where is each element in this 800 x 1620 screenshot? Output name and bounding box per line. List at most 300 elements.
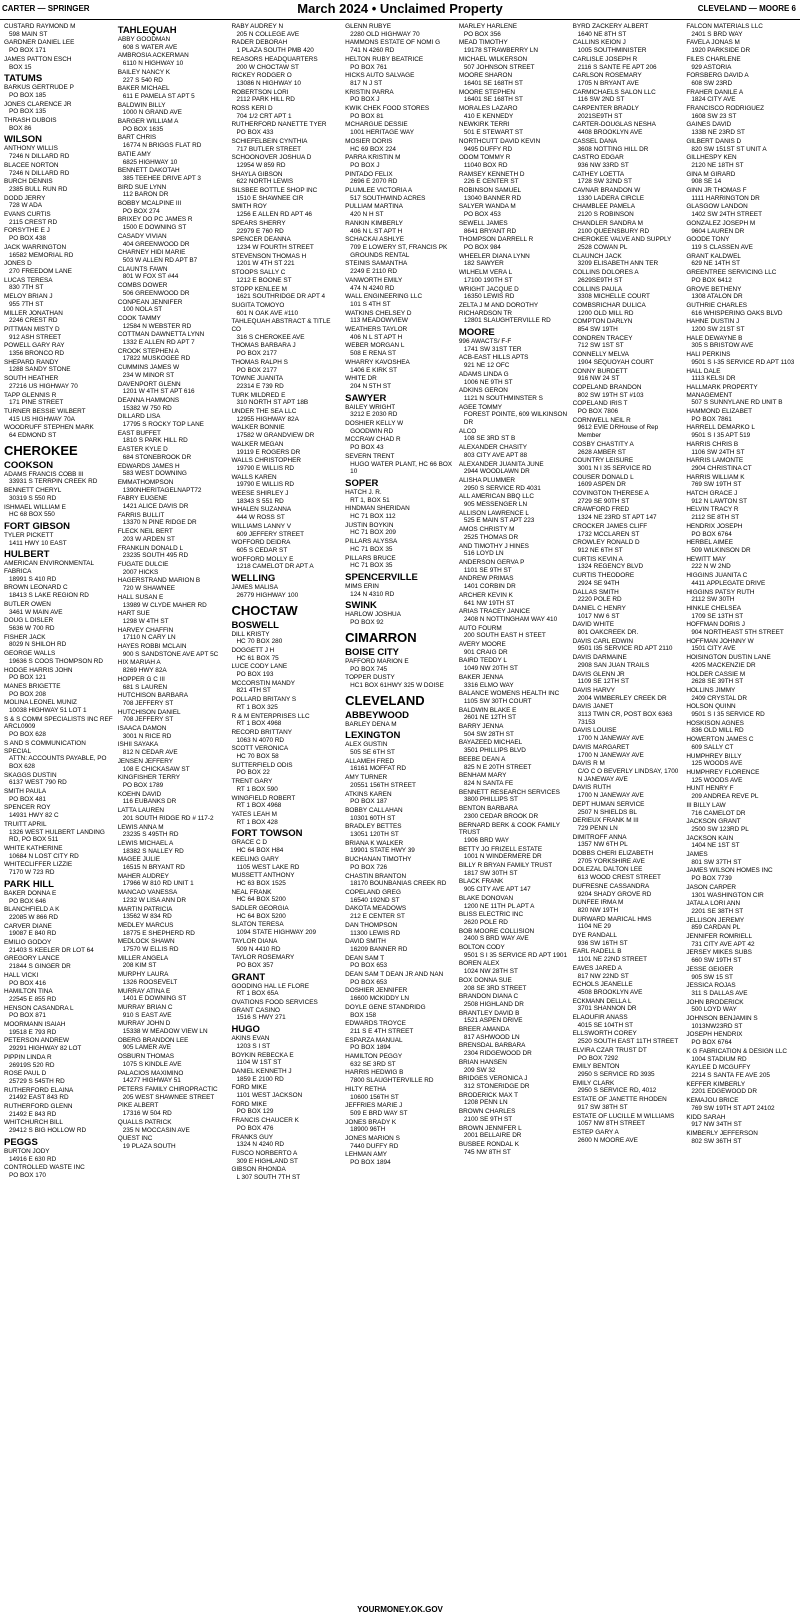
property-listing [686, 105, 796, 120]
property-listing [459, 543, 569, 558]
owner-address: 10684 N LOST CITY RD [9, 852, 79, 860]
property-listing [459, 220, 569, 235]
owner-name: CLAUNCH JACK [572, 252, 622, 260]
owner-address: 1810 S PARK HILL RD [122, 437, 188, 445]
property-listing [118, 200, 228, 215]
property-listing [231, 39, 341, 54]
owner-address: 609 JEFFERY STREET [236, 530, 305, 538]
owner-address: BOX 86 [9, 124, 32, 132]
owner-address: 812 N CEDAR AVE [122, 749, 178, 757]
owner-address: 2100 QUEENSBURY RD [577, 227, 650, 235]
owner-name: SCHACKAI ASHLYE [345, 236, 404, 244]
owner-name: SEVERN TRENT [345, 452, 395, 460]
property-listing [459, 559, 569, 574]
owner-name: HARVEY CHAFFIN [117, 626, 174, 634]
owner-name: HODGE HARRIS JOHN [4, 666, 73, 674]
owner-name: BENNETT DAKOTAH [117, 167, 180, 175]
property-listing [686, 671, 796, 686]
owner-name: AUTO FOURM [458, 624, 502, 632]
owner-address: 908 SE 14 [691, 178, 722, 186]
owner-address: 7440 DUFFY RD [350, 1142, 399, 1150]
owner-address: 1324 NE 23RD ST APT 147 [577, 514, 657, 522]
property-listing [459, 1010, 569, 1025]
owner-address: 1301 WASHINGTON CIR [691, 891, 764, 899]
property-listing [231, 1166, 341, 1181]
owner-name: HALLMARK PROPERTY MANAGEMENT [686, 383, 758, 399]
property-listing [231, 921, 341, 936]
owner-name: PIPPIN LINDA R [4, 1053, 52, 1061]
owner-name: TOPPER DUSTY [345, 674, 395, 682]
owner-address: 2280 OLD HIGHWAY 70 [350, 30, 420, 38]
property-listing [573, 572, 683, 587]
owner-address: 410 E KENNEDY [463, 112, 514, 120]
owner-name: GOODE TONY [686, 236, 730, 244]
property-listing [686, 556, 796, 571]
owner-name: TAPP GLENNIS R [4, 391, 57, 399]
owner-address: 802 SW 19TH ST #103 [577, 391, 644, 399]
owner-address: 415 US HIGHWAY 70A [9, 415, 75, 423]
town-heading: TATUMS [4, 73, 43, 85]
property-listing [231, 506, 341, 521]
owner-address: 10301 60TH ST [350, 814, 396, 822]
owner-address: 20551 156TH STREET [350, 781, 416, 789]
property-listing [118, 479, 228, 494]
owner-name: HATCH J. R. [345, 488, 382, 496]
header-right-range: CLEVELAND — MOORE 6 [697, 4, 796, 13]
owner-name: ISHMAEL WILLIAM E [4, 503, 66, 511]
owner-name: PETERSON ANDREW [4, 1037, 69, 1045]
owner-name: SUTTERFIELD ODIS [231, 761, 293, 769]
owner-address: PO BOX 438 [9, 235, 46, 243]
owner-name: CARMICHAELS SALON LLC [572, 88, 656, 96]
owner-address: 912 N LAWTON ST [691, 497, 748, 505]
owner-address: 817 NW 22ND ST [577, 972, 629, 980]
owner-address: 2120 NE 18TH ST [691, 161, 744, 169]
property-listing [4, 699, 114, 714]
property-listing [4, 683, 114, 698]
owner-address: 1324 N 4240 RD [236, 1141, 285, 1149]
property-listing [118, 69, 228, 84]
property-listing [573, 899, 683, 914]
owner-name: MICHAEL WILKERSON [458, 55, 528, 63]
owner-address: PO BOX 6764 [691, 1039, 732, 1047]
owner-name: GAINES DAVID [686, 121, 732, 129]
owner-name: COPELAND IRIS T [572, 400, 628, 408]
property-listing [4, 1070, 114, 1085]
owner-name: HUNT HENRY F [686, 785, 734, 793]
property-listing [459, 1125, 569, 1140]
property-listing [573, 72, 683, 87]
owner-name: GREGORY LANCE [4, 955, 60, 963]
owner-address: 1406 E KIRK ST [350, 366, 398, 374]
owner-name: AND TIMOTHY J HINES [458, 542, 529, 550]
property-listing [4, 487, 114, 502]
owner-address: 16401 SE 168TH ST [463, 96, 523, 104]
owner-name: JELLISON JEREMY [686, 916, 745, 924]
owner-name: KEFFER KIMBERLY [686, 1080, 746, 1088]
property-listing [231, 253, 341, 268]
owner-name: DAVID WHITE [572, 621, 615, 629]
property-listing [459, 944, 569, 959]
property-listing [231, 203, 341, 218]
property-listing [345, 72, 455, 87]
property-listing [118, 577, 228, 592]
owner-name: DURWARD MARICAL HMS [572, 915, 652, 923]
property-listing [686, 138, 796, 153]
owner-name: KIMBERLY JEFFERSON [686, 1129, 758, 1137]
property-listing [231, 1084, 341, 1099]
owner-name: HELVIN TRACY R [686, 506, 739, 514]
property-listing [231, 1134, 341, 1149]
owner-address: HC 71 BOX 112 [350, 513, 396, 521]
owner-address: 1741 SW 31ST TER [463, 345, 522, 353]
property-listing [686, 253, 796, 268]
owner-name: TRENT GARY [231, 778, 273, 786]
town-heading: PEGGS [4, 1136, 38, 1148]
owner-address: 1510 E SHAWNEE CIR [236, 194, 304, 202]
property-listing [345, 856, 455, 871]
owner-name: ISAACA DAMON [117, 725, 167, 733]
owner-name: DOLEZAL DALTON LEE [572, 866, 643, 874]
property-listing [573, 490, 683, 505]
property-listing [573, 269, 683, 284]
owner-address: 12584 N WEBSTER RD [122, 322, 192, 330]
owner-name: JESSE GEIGER [686, 965, 734, 973]
property-listing [345, 889, 455, 904]
owner-address: 6137 WEST 790 RD [9, 779, 67, 787]
owner-address: 2400 S BRD WAY AVE [463, 935, 529, 943]
owner-address: PO BOX 416 [9, 979, 46, 987]
owner-name: COLLINS DOLORES A [572, 269, 639, 277]
owner-address: 2300 CEDAR BROOK DR [463, 812, 539, 820]
owner-address: 18991 S 410 RD [9, 575, 57, 583]
property-listing [118, 85, 228, 100]
owner-address: 17966 W 810 RD UNIT 1 [122, 880, 194, 888]
property-listing [686, 982, 796, 997]
property-listing [573, 1080, 683, 1095]
owner-address: 8029 N SHILOH RD [9, 641, 67, 649]
owner-name: MILLER ANGELA [117, 954, 169, 962]
owner-address: 19901 STATE HWY 39 [350, 847, 415, 855]
owner-name: ESPARZA MANUAL [345, 1036, 403, 1044]
property-listing [686, 506, 796, 521]
owner-address: 406 N L ST APT H [350, 333, 403, 341]
property-listing [573, 1047, 683, 1062]
property-listing [118, 118, 228, 133]
owner-address: 7800 SLAUGHTERVILLE RD [350, 1077, 434, 1085]
owner-address: 205 N COLLEGE AVE [236, 30, 300, 38]
property-listing [231, 23, 341, 38]
property-listing [345, 658, 455, 673]
listing-column [116, 23, 230, 1595]
owner-name: GONZALEZ JOSEPH M [686, 219, 756, 227]
owner-name: BOBBY MCALPINE III [117, 200, 182, 208]
property-listing [118, 971, 228, 986]
owner-address: 905 SW 15 ST [691, 973, 733, 981]
owner-name: GRACE C D [231, 839, 267, 847]
owner-address: 13040 BANNER RD [463, 194, 522, 202]
owner-address: 3209 ELISABETH ANN TER [577, 260, 659, 268]
property-listing [686, 654, 796, 669]
property-listing [4, 1164, 114, 1179]
owner-address: 1105 SW 30TH COURT [463, 697, 532, 705]
owner-address: 802 SW 36TH ST [691, 1137, 742, 1145]
owner-address: 13989 W CLYDE MAHER RD [122, 601, 207, 609]
owner-name: JENSEN JEFFERY [117, 757, 173, 765]
owner-name: WEBER MORGAN L [345, 342, 405, 350]
property-listing [345, 1135, 455, 1150]
property-listing [231, 302, 341, 317]
property-listing [231, 1150, 341, 1165]
owner-address: 929 ASTORIA [691, 63, 732, 71]
owner-address: 3001 N RICE RD [122, 732, 172, 740]
property-listing [686, 441, 796, 456]
property-listing [573, 834, 683, 849]
owner-name: WALKER MEGAN [231, 440, 284, 448]
owner-address: 905 MESSENGER LN [463, 501, 528, 509]
owner-name: BLISS ELECTRIC INC [458, 911, 524, 919]
property-listing [345, 39, 455, 54]
owner-name: CURTIS THEODORE [572, 572, 635, 580]
owner-address: 1017 NW 6 ST [577, 612, 620, 620]
owner-address: 1200 SW 21ST ST [691, 326, 745, 334]
property-listing [345, 1020, 455, 1035]
owner-name: KOEHN DAVID [117, 790, 162, 798]
owner-name: SUGITA TOMOYO [231, 301, 285, 309]
owner-name: WHITCHURCH BILL [4, 1119, 63, 1127]
owner-name: SMITH ROY [231, 203, 267, 211]
owner-address: PO BOX 481 [9, 795, 46, 803]
owner-address: 474 N 4240 RD [350, 284, 395, 292]
owner-name: NEWKIRK TERRI [458, 121, 510, 129]
owner-name: COVINGTON THERESE A [572, 490, 649, 498]
property-listing [345, 489, 455, 504]
owner-address: 817 ASHWOOD LN [463, 1033, 520, 1041]
owner-name: FRANKS GUY [231, 1133, 273, 1141]
property-listing [459, 187, 569, 202]
owner-address: 309 E HIGHLAND ST [236, 1157, 298, 1165]
owner-name: FARRIS BULLIT [117, 511, 165, 519]
owner-address: 622 NORTH LEWIS [236, 178, 294, 186]
owner-name: CASTRO EDGAR [572, 154, 624, 162]
property-listing [231, 999, 341, 1022]
owner-address: 745 NW 8TH ST [463, 1148, 511, 1156]
owner-name: ALEX GUSTIN [345, 741, 388, 749]
owner-address: 905 LAMER AVE [122, 1044, 171, 1052]
owner-name: VANWORTH EMILY [345, 276, 403, 284]
owner-name: CATHEY LOETTA [572, 170, 625, 178]
owner-address: 222 N W 2ND [691, 563, 731, 571]
property-listing [4, 906, 114, 921]
property-listing [4, 532, 114, 547]
owner-address: 2520 SOUTH EAST 11TH STREET [577, 1038, 679, 1046]
property-listing [345, 121, 455, 136]
property-listing [118, 1070, 228, 1085]
owner-address: 3316 ELMO WAY [463, 681, 514, 689]
property-listing [118, 1119, 228, 1134]
county-heading: CLEVELAND [345, 692, 425, 708]
owner-address: 917 SW 38TH ST [577, 1103, 628, 1111]
owner-address: 1200 OLD MILL RD [577, 309, 634, 317]
property-listing [231, 187, 341, 202]
owner-address: 1308 ATALON DR [691, 293, 743, 301]
owner-name: DAVIS CARL EDWIN [572, 637, 633, 645]
owner-name: MOSIER DORIS [345, 137, 393, 145]
owner-address: 1232 W LISA ANN DR [122, 896, 186, 904]
owner-name: GEORGE WALLS [4, 650, 56, 658]
owner-address: 406 N L ST APT H [350, 227, 403, 235]
owner-address: PO BOX 7739 [691, 875, 732, 883]
owner-name: MCCORSTIN MANDY [231, 679, 295, 687]
owner-name: SALYER WANDA M [458, 203, 516, 211]
owner-address: 854 SW 19TH [577, 326, 618, 334]
property-listing [686, 302, 796, 317]
property-listing [459, 625, 569, 640]
property-listing [459, 39, 569, 54]
owner-address: PO BOX 274 [122, 207, 160, 215]
owner-name: EAVES JARED A [572, 964, 622, 972]
owner-name: BRODERICK MAX T [458, 1091, 519, 1099]
property-listing [118, 36, 228, 51]
footer-url: YOURMONEY.OK.GOV [357, 1605, 443, 1614]
property-listing [4, 772, 114, 787]
owner-address: 583 WEST DOWNING [122, 470, 187, 478]
owner-address: 312 STONERIDGE DR [463, 1083, 530, 1090]
owner-address: 2385 BULL RUN RD [9, 185, 68, 193]
owner-address: 1006 NE 9TH ST [463, 378, 513, 386]
owner-name: TYLER PICKETT [4, 531, 54, 539]
owner-address: 26919S 520 RD [9, 1061, 55, 1069]
owner-address: 917 NW 34TH ST [691, 1121, 742, 1129]
owner-address: 1201 W 4TH ST 221 [236, 260, 295, 268]
property-listing [231, 121, 341, 136]
owner-name: DOYLE GENE STANDRIDG [345, 1003, 426, 1011]
owner-address: 18382 S NALLEY RD [122, 847, 184, 855]
owner-name: GINA M GIRARD [686, 170, 736, 178]
owner-address: 598 MAIN ST [9, 30, 48, 38]
property-listing [459, 674, 569, 689]
property-listing [4, 972, 114, 987]
property-listing [459, 138, 569, 153]
property-listing [686, 89, 796, 104]
owner-address: 17570 W ELLIS RD [122, 946, 179, 954]
property-listing [573, 539, 683, 554]
owner-name: UNDER THE SEA LLC [231, 408, 297, 416]
owner-name: ROSE PAUL D [4, 1070, 47, 1078]
town-heading: MOORE [458, 327, 495, 339]
property-listing [118, 955, 228, 970]
town-heading: HULBERT [4, 549, 50, 561]
property-listing [573, 687, 683, 702]
owner-name: CROOK STEPHEN A [117, 347, 179, 355]
owner-address: 2620 POLE RD [463, 918, 508, 926]
owner-name: BARLEY DENA M [345, 720, 397, 728]
owner-name: EMILY CLARK [572, 1079, 615, 1087]
owner-name: SADLER GEORGIA [231, 905, 289, 913]
owner-name: TOWNE JUANITA [231, 375, 284, 383]
owner-address: 1817 SW 30TH ST [463, 869, 518, 877]
property-listing [4, 1087, 114, 1102]
owner-name: FAVELA JONAS M [686, 39, 740, 47]
owner-name: LEWIS MICHAEL A [117, 839, 174, 847]
owner-name: TAHLEQUAH ABSTRACT & TITLE CO [231, 318, 331, 334]
owner-name: MELOY BRIAN J [4, 293, 53, 301]
owner-name: JENNIFER ROMRIELL [686, 933, 753, 941]
owner-address: C/O C O BEVERLY LINDSAY, 1700 N JANEWAY AVE [577, 767, 679, 783]
property-listing [118, 1037, 228, 1052]
listing-column [229, 23, 343, 1595]
owner-name: FUGATE DULCIE [117, 561, 169, 568]
owner-name: POWELL GARY RAY [4, 342, 65, 350]
owner-address: 720 W SHAWNEE [122, 585, 176, 593]
owner-name: SEWELL JAMES [458, 219, 508, 227]
owner-name: HIGGINS JUANITA C [686, 572, 748, 580]
property-listing [118, 381, 228, 396]
owner-name: HARLOW JOSHUA [345, 611, 401, 619]
owner-name: MEAD TIMOTHY [458, 39, 508, 47]
owner-address: 119 S CLASSEN AVE [691, 243, 753, 251]
owner-address: 1920 PARKSIDE DR [691, 47, 751, 55]
owner-name: FALCON MATERIALS LLC [686, 23, 763, 30]
owner-name: RUTHERFORD NANETTE TYER [231, 121, 327, 129]
owner-address: 905 CITY AVE APT 147 [463, 886, 531, 894]
owner-name: HUTCHISON BARBARA [117, 692, 189, 700]
property-listing [573, 744, 683, 759]
owner-address: 516 LOYD LN [463, 550, 504, 558]
owner-address: 4508 BROOKLYN AVE [577, 988, 643, 996]
property-listing [231, 392, 341, 407]
owner-address: HC 64 BOX 5200 [236, 896, 286, 904]
owner-address: 203 W ARDEN ST [122, 535, 175, 543]
property-listing [573, 56, 683, 71]
property-listing [459, 608, 569, 623]
owner-address: 18775 E SHEPHERD RD [122, 929, 195, 937]
property-listing [231, 811, 341, 826]
property-listing [231, 556, 341, 571]
owner-name: HOWERTON JAMES C [686, 736, 754, 744]
property-listing [4, 260, 114, 275]
owner-address: 11040 BOX RD [463, 161, 508, 169]
owner-name: SPENCER ROY [4, 804, 51, 812]
property-listing [686, 269, 796, 284]
property-listing [573, 1063, 683, 1078]
property-listing [459, 895, 569, 910]
property-listing [231, 269, 341, 284]
owner-name: HOLLINS JIMMY [686, 686, 736, 694]
owner-name: WILLIAMS LANNY V [231, 522, 291, 530]
property-listing [231, 983, 341, 998]
property-listing [345, 538, 455, 553]
property-listing [459, 822, 569, 845]
owner-address: 1621 SOUTHRIDGE DR APT 4 [236, 293, 326, 301]
property-listing [686, 1048, 796, 1063]
owner-name: DAVIS GLENN JR [572, 670, 625, 678]
owner-name: CASADY VIVIAN [117, 232, 167, 240]
property-listing [573, 220, 683, 235]
owner-name: GREENTREE SERVICING LLC [686, 269, 777, 277]
owner-address: HC 69 BOX 224 [350, 145, 396, 153]
owner-address: 21492 EAST 843 RD [9, 1094, 69, 1102]
property-listing [231, 154, 341, 169]
owner-address: 1859 E 2100 RD [236, 1075, 284, 1083]
owner-address: 25729 S 545TH RD [9, 1077, 65, 1085]
owner-address: 825 N E 20TH STREET [463, 763, 532, 771]
owner-name: ALL AMERICAN BBQ LLC [458, 493, 534, 501]
owner-address: 211 S E 4TH STREET [350, 1027, 414, 1035]
owner-address: 1212 E BOONE ST [236, 276, 292, 284]
owner-address: 14277 HIGHWAY 51 [122, 1077, 181, 1085]
owner-address: 2007 HICKS [122, 568, 159, 576]
